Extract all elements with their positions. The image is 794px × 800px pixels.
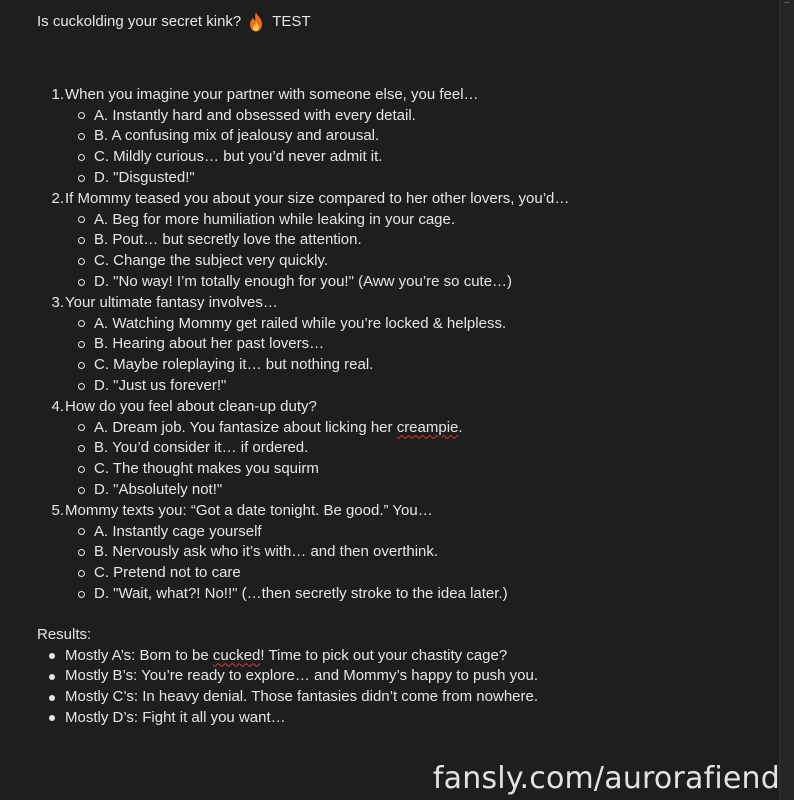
- circle-bullet-icon: [78, 341, 85, 348]
- option-item: [37, 376, 767, 397]
- option-text: A. Beg for more humiliation while leaking in your cage.: [94, 210, 456, 228]
- question-number: 4.: [51, 397, 64, 415]
- option-text: B. A confusing mix of jealousy and arousal.: [94, 127, 380, 145]
- circle-bullet-icon: [78, 216, 85, 223]
- circle-bullet-icon: [78, 175, 85, 182]
- question-item: [37, 501, 767, 605]
- title-suffix: TEST: [272, 13, 311, 30]
- result-item: [37, 646, 767, 667]
- option-item: [37, 459, 767, 480]
- question-text: Mommy texts you: “Got a date tonight. Be good.” You…: [65, 501, 433, 519]
- spellcheck-underline[interactable]: creampie: [396, 418, 459, 436]
- disc-bullet-icon: [49, 674, 55, 680]
- option-item: [37, 480, 767, 501]
- option-item: [37, 355, 767, 376]
- option-item: [37, 542, 767, 563]
- option-item: [37, 563, 767, 584]
- window-edge: [779, 0, 794, 800]
- option-text: C. Change the subject very quickly.: [94, 252, 329, 270]
- circle-bullet-icon: [78, 258, 85, 265]
- question-item: [37, 293, 767, 397]
- circle-bullet-icon: [78, 320, 85, 327]
- question-text: When you imagine your partner with someone else, you feel…: [65, 85, 479, 103]
- disc-bullet-icon: [49, 695, 55, 701]
- question-number: 5.: [51, 501, 64, 519]
- results-list: [37, 646, 767, 729]
- circle-bullet-icon: [78, 445, 85, 452]
- option-text: D. "Disgusted!": [94, 168, 195, 186]
- question-text: Your ultimate fantasy involves…: [65, 293, 278, 311]
- option-text: B. Pout… but secretly love the attention.: [94, 231, 362, 249]
- circle-bullet-icon: [78, 383, 85, 390]
- result-item: [37, 666, 767, 687]
- question-text: If Mommy teased you about your size compared to her other lovers, you’d…: [65, 189, 570, 207]
- option-text: C. The thought makes you squirm: [94, 460, 319, 478]
- option-item: [37, 418, 767, 439]
- option-item: [37, 147, 767, 168]
- option-text: A. Instantly cage yourself: [94, 522, 262, 540]
- fire-icon: [248, 12, 264, 32]
- spellcheck-underline[interactable]: cucked: [212, 646, 261, 664]
- option-text: C. Pretend not to care: [94, 564, 241, 582]
- question-item: [37, 397, 767, 501]
- option-text: D. "Just us forever!": [94, 376, 227, 394]
- circle-bullet-icon: [78, 549, 85, 556]
- circle-bullet-icon: [78, 528, 85, 535]
- circle-bullet-icon: [78, 591, 85, 598]
- circle-bullet-icon: [78, 570, 85, 577]
- circle-bullet-icon: [78, 424, 85, 431]
- disc-bullet-icon: [49, 715, 55, 721]
- option-text: D. "Wait, what?! No!!" (…then secretly stroke to the idea later.): [94, 584, 508, 602]
- question-text: How do you feel about clean-up duty?: [65, 397, 317, 415]
- question-number: 1.: [51, 85, 64, 103]
- circle-bullet-icon: [78, 362, 85, 369]
- result-text: Mostly D’s: Fight it all you want…: [65, 708, 286, 726]
- question-item: [37, 189, 767, 293]
- option-item: [37, 210, 767, 231]
- option-item: [37, 230, 767, 251]
- result-text: Mostly C’s: In heavy denial. Those fantasies didn’t come from nowhere.: [65, 688, 539, 706]
- option-text: C. Maybe roleplaying it… but nothing real.: [94, 356, 374, 374]
- option-text: C. Mildly curious… but you’d never admit it.: [94, 148, 383, 166]
- circle-bullet-icon: [78, 466, 85, 473]
- disc-bullet-icon: [49, 653, 55, 659]
- result-item: [37, 708, 767, 729]
- option-item: [37, 126, 767, 147]
- result-text: Mostly A’s: Born to be cucked! Time to pick out your chastity cage?: [65, 646, 508, 664]
- option-item: [37, 522, 767, 543]
- option-text: B. Hearing about her past lovers…: [94, 335, 325, 353]
- question-list: [37, 85, 767, 605]
- option-text: D. "Absolutely not!": [94, 480, 223, 498]
- option-item: [37, 314, 767, 335]
- result-item: [37, 687, 767, 708]
- circle-bullet-icon: [78, 279, 85, 286]
- option-text: A. Watching Mommy get railed while you’re locked & helpless.: [94, 314, 507, 332]
- watermark: fansly.com/aurorafiend: [432, 761, 780, 796]
- option-item: [37, 334, 767, 355]
- note-title: [37, 12, 767, 33]
- title-text: Is cuckolding your secret kink?: [37, 13, 242, 30]
- circle-bullet-icon: [78, 237, 85, 244]
- question-number: 3.: [51, 293, 64, 311]
- circle-bullet-icon: [78, 154, 85, 161]
- circle-bullet-icon: [78, 487, 85, 494]
- option-text: A. Dream job. You fantasize about licking her creampie.: [94, 418, 463, 436]
- circle-bullet-icon: [78, 112, 85, 119]
- option-text: B. Nervously ask who it’s with… and then overthink.: [94, 543, 439, 561]
- question-item: [37, 85, 767, 189]
- option-text: B. You’d consider it… if ordered.: [94, 439, 309, 457]
- option-item: [37, 168, 767, 189]
- option-item: [37, 272, 767, 293]
- question-number: 2.: [51, 189, 64, 207]
- option-item: [37, 106, 767, 127]
- note-body[interactable]: [37, 12, 767, 729]
- option-text: D. "No way! I’m totally enough for you!" (Aww you’re so cute…): [94, 272, 513, 290]
- option-item: [37, 584, 767, 605]
- results-heading: Results:: [37, 625, 92, 643]
- option-item: [37, 438, 767, 459]
- option-text: A. Instantly hard and obsessed with every detail.: [94, 106, 416, 124]
- result-text: Mostly B’s: You’re ready to explore… and Mommy’s happy to push you.: [65, 667, 539, 685]
- option-item: [37, 251, 767, 272]
- circle-bullet-icon: [78, 133, 85, 140]
